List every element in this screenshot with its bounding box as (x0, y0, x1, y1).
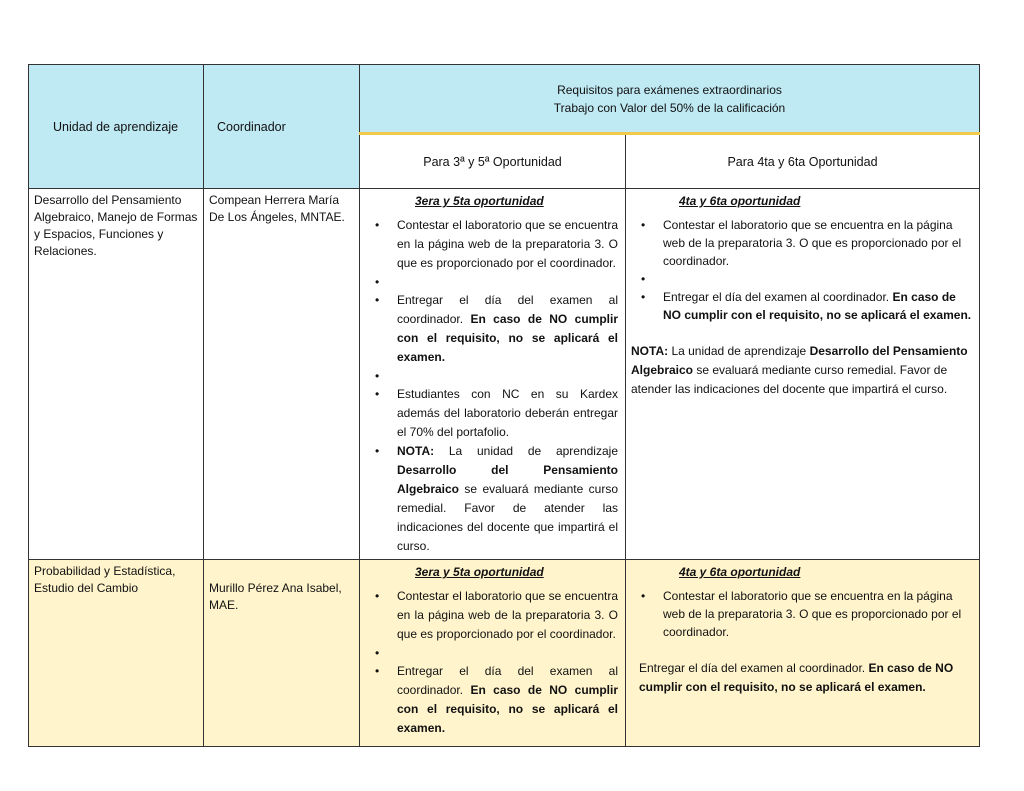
item-bold: NOTA: (397, 444, 435, 458)
spacer (631, 270, 974, 288)
requirements-table (28, 64, 980, 747)
item-text: La unidad de aprendizaje (434, 444, 618, 458)
opp3-title: 3era y 5ta oportunidad (415, 194, 544, 208)
spacer (631, 324, 974, 342)
list-item (365, 385, 620, 442)
opp3-list (365, 587, 620, 738)
item-bold: Desarrollo del Pensamiento Algebraico (397, 463, 618, 496)
item-text: Contestar el laboratorio que se encuentra en la página web de la preparatoria 3. O que es proporcionado por el coordinador. (397, 589, 618, 641)
item-text: Contestar el laboratorio que se encuentra en la página web de la preparatoria 3. O que es proporcionado por el coordinador. (397, 218, 618, 270)
item-text: Entregar el día del examen al coordinador. (397, 664, 618, 697)
list-item (365, 442, 620, 556)
subject-name: Probabilidad y Estadística, Estudio del Cambio (34, 564, 176, 595)
item-text: Entregar el día del examen al coordinador. (663, 290, 893, 304)
list-item (365, 587, 620, 644)
header-title-line2: Trabajo con Valor del 50% de la calificación (553, 100, 786, 115)
item-bold: En caso de NO cumplir con el requisito, no se aplicará el examen. (397, 312, 618, 364)
header-row (29, 65, 980, 134)
item-text: Entregar el día del examen al coordinador. (397, 293, 618, 326)
item-text: Contestar el laboratorio que se encuentra en la página web de la preparatoria 3. O que es proporcionado por el coordinador. (663, 218, 962, 268)
opp4-list (631, 216, 974, 324)
opp4-title: 4ta y 6ta oportunidad (679, 194, 801, 208)
opp4-title: 4ta y 6ta oportunidad (679, 565, 801, 579)
subject-cell (29, 560, 204, 747)
note-bold: NOTA: (631, 344, 669, 358)
coordinator-name: Murillo Pérez Ana Isabel, MAE. (209, 581, 342, 612)
item-bold: En caso de NO cumplir con el requisito, no se aplicará el examen. (397, 683, 618, 735)
coordinator-cell (204, 560, 360, 747)
note-bold: Desarrollo del Pensamiento Algebraico (631, 344, 968, 377)
opp3-cell (360, 189, 626, 560)
spacer (365, 644, 620, 662)
para-text: Entregar el día del examen al coordinador. (639, 661, 869, 675)
header-title-line1: Requisitos para exámenes extraordinarios (557, 82, 782, 97)
item-text: Contestar el laboratorio que se encuentra en la página web de la preparatoria 3. O que es proporcionado por el coordinador. (663, 589, 962, 639)
item-text: Estudiantes con NC en su Kardex además del laboratorio deberán entregar el 70% del portafolio. (397, 387, 618, 439)
item-bold: En caso de NO cumplir con el requisito, no se aplicará el examen. (663, 290, 972, 322)
list-item (365, 216, 620, 273)
header-unidad (29, 65, 204, 189)
subheader-opp4: Para 4ta y 6ta Oportunidad (626, 134, 980, 189)
opp3-title: 3era y 5ta oportunidad (415, 565, 544, 579)
list-item (631, 288, 974, 324)
para-bold: En caso de NO cumplir con el requisito, no se aplicará el examen. (639, 661, 954, 694)
list-item (365, 291, 620, 367)
opp4-list (631, 587, 974, 641)
header-coordinador-label: Coordinador (217, 119, 286, 134)
opp4-cell (626, 189, 980, 560)
coordinator-cell (204, 189, 360, 560)
opp4-note (631, 342, 974, 399)
note-text: se evaluará mediante curso remedial. Favor de atender las indicaciones del docente que impartirá el curso. (631, 363, 948, 396)
opp3-cell (360, 560, 626, 747)
spacer (365, 273, 620, 291)
list-item (631, 216, 974, 270)
note-text: La unidad de aprendizaje (668, 344, 810, 358)
list-item (631, 587, 974, 641)
spacer (365, 367, 620, 385)
subject-name: Desarrollo del Pensamiento Algebraico, Manejo de Formas y Espacios, Funciones y Relaciones. (34, 193, 198, 258)
spacer (631, 641, 974, 659)
list-item (365, 662, 620, 738)
opp4-cell (626, 560, 980, 747)
opp4-paragraph (631, 659, 974, 697)
item-text: se evaluará mediante curso remedial. Favor de atender las indicaciones del docente que impartirá el curso. (397, 482, 618, 553)
opp3-list (365, 216, 620, 556)
subject-cell (29, 189, 204, 560)
header-unidad-label: Unidad de aprendizaje (53, 119, 179, 134)
coordinator-name: Compean Herrera María De Los Ángeles, MNTAE. (209, 193, 345, 224)
table-row (29, 560, 980, 747)
header-requisitos (360, 65, 980, 134)
table-row (29, 189, 980, 560)
subheader-opp3: Para 3ª y 5ª Oportunidad (360, 134, 626, 189)
header-coordinador (204, 65, 360, 189)
